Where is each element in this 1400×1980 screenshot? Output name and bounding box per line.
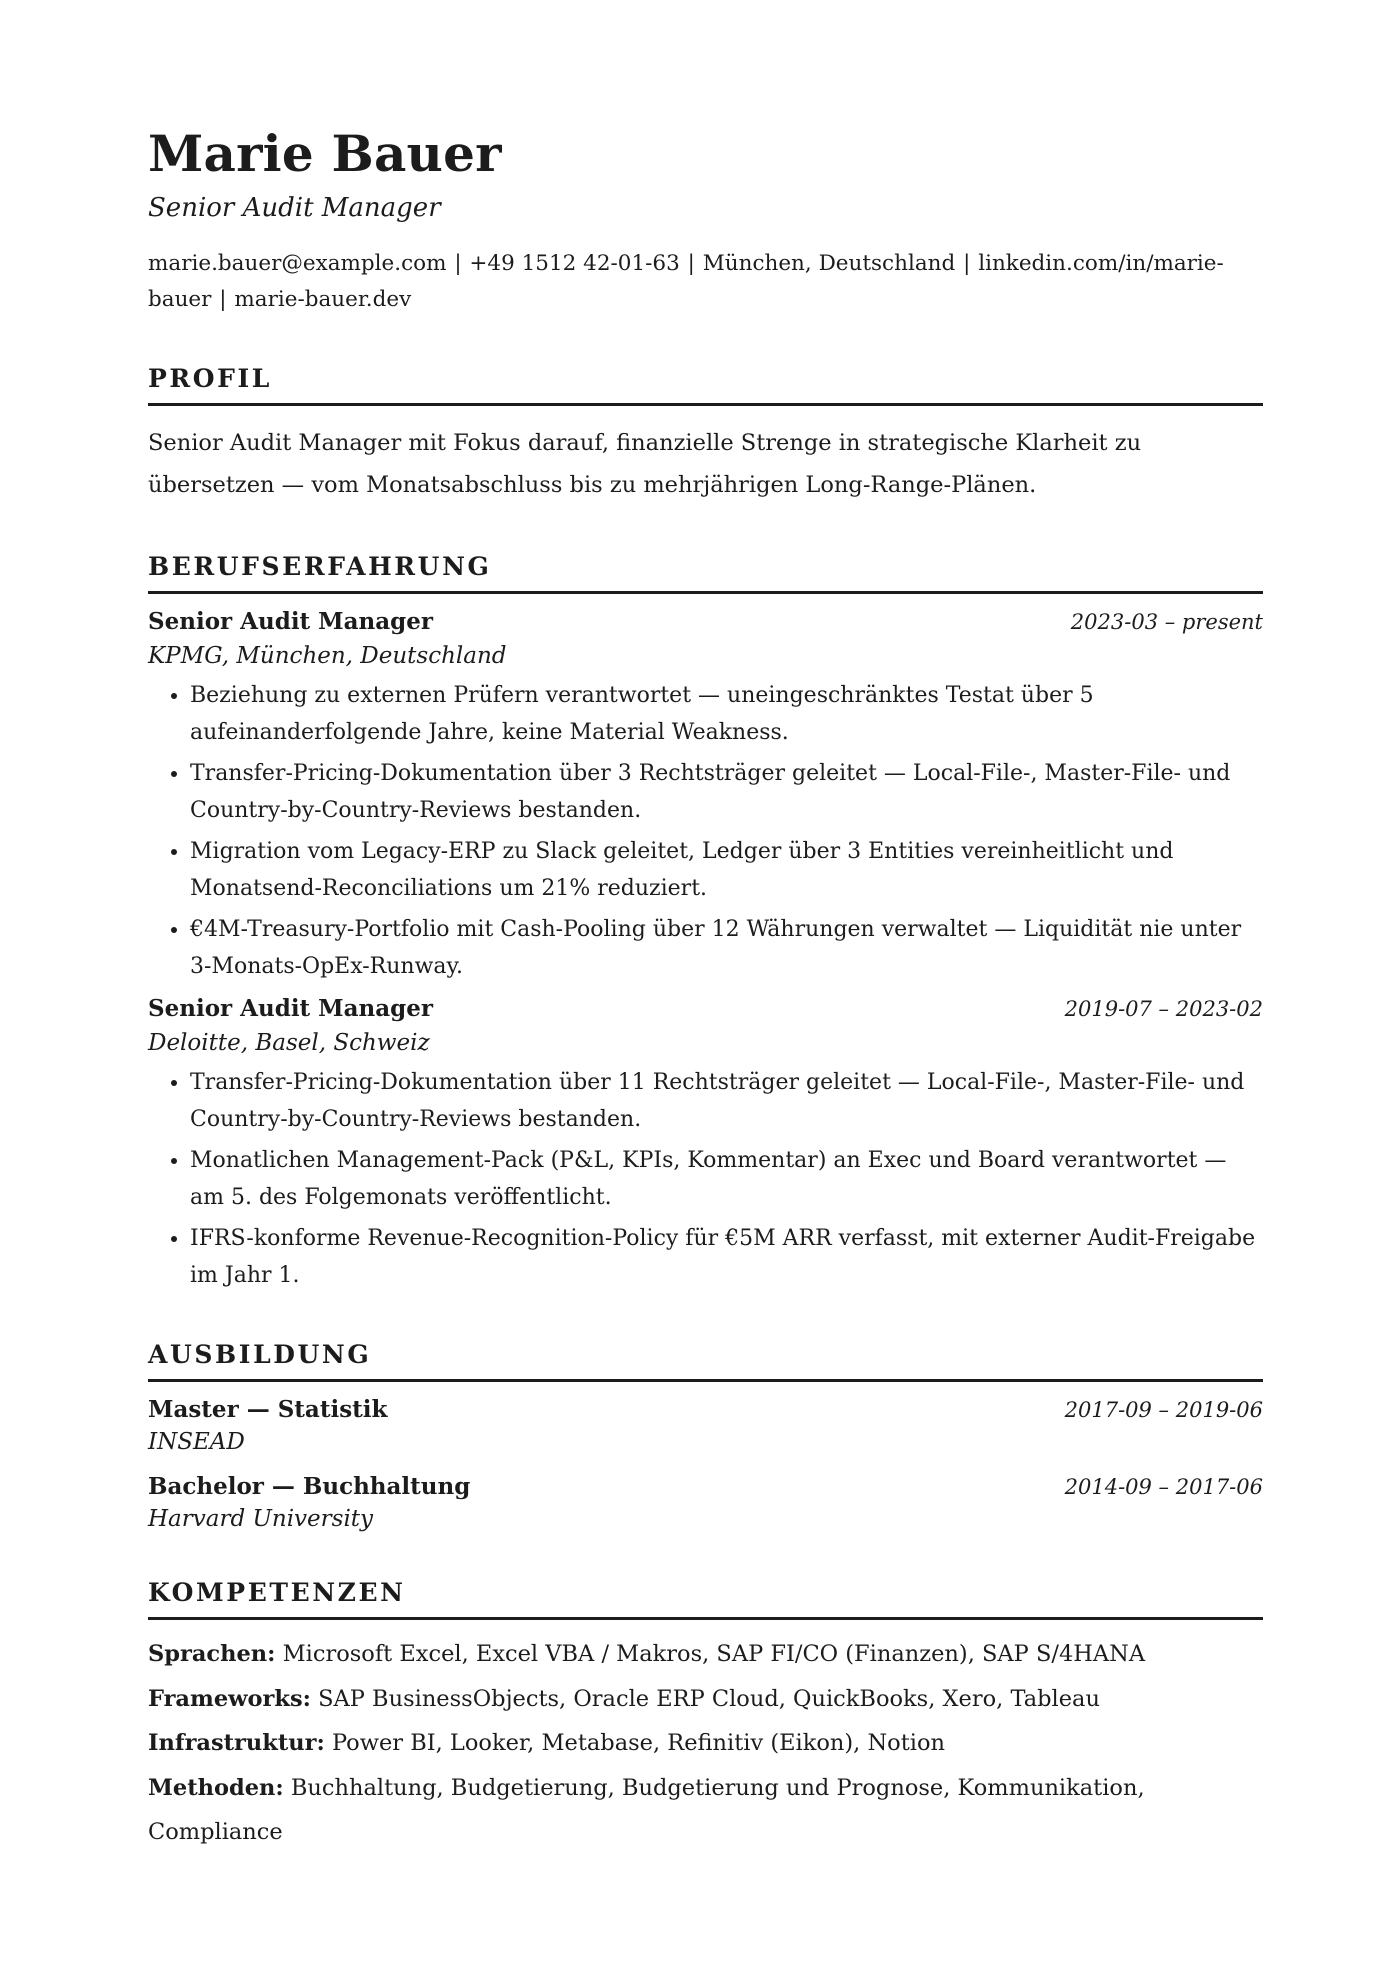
job-bullet: • Transfer-Pricing-Dokumentation über 3 Rechtsträger geleitet — Local-File-, Master-File- und Country-by-Country-Reviews bestanden. xyxy=(190,755,1263,829)
contact-separator: | xyxy=(454,251,462,277)
skill-group xyxy=(148,1766,1263,1855)
skill-group xyxy=(148,1632,1263,1677)
job-bullet: • Migration vom Legacy-ERP zu Slack geleitet, Ledger über 3 Entities vereinheitlicht und Monatsend-Reconciliations um 21% reduziert. xyxy=(190,833,1263,907)
skills-list xyxy=(148,1632,1263,1855)
contact-website-link[interactable]: marie-bauer.dev xyxy=(234,287,412,313)
profile-section xyxy=(148,364,1263,506)
contact-phone[interactable]: +49 1512 42-01-63 xyxy=(469,251,680,277)
resume-content xyxy=(148,126,1263,1855)
education-entry xyxy=(148,1473,1263,1532)
section-title-skills: KOMPETENZEN xyxy=(148,1578,1263,1620)
job-bullet: • €4M-Treasury-Portfolio mit Cash-Pooling über 12 Währungen verwaltet — Liquidität nie unter 3-Monats-OpEx-Runway. xyxy=(190,911,1263,985)
profile-summary: Senior Audit Manager mit Fokus darauf, finanzielle Strenge in strategische Klarheit zu übersetzen — vom Monatsabschluss bis zu mehrjährigen Long-Range-Plänen. xyxy=(148,430,1142,499)
education-school: Harvard University xyxy=(148,1506,374,1533)
contact-location: München, Deutschland xyxy=(702,251,956,277)
section-title-education: AUSBILDUNG xyxy=(148,1340,1263,1382)
education-section xyxy=(148,1340,1263,1532)
skill-group-value: Buchhaltung, Budgetierung, Budgetierung und Prognose, Kommunikation, Compliance xyxy=(148,1774,1145,1846)
contact-line xyxy=(148,246,1263,318)
resume-header xyxy=(148,126,1263,318)
job-bullet: • IFRS-konforme Revenue-Recognition-Policy für €5M ARR verfasst, mit externer Audit-Freigabe im Jahr 1. xyxy=(190,1220,1263,1294)
job-dates: 2019-07 – 2023-02 xyxy=(1064,997,1263,1022)
job-role: Senior Audit Manager xyxy=(148,608,434,636)
education-school: INSEAD xyxy=(148,1429,245,1456)
education-dates: 2014-09 – 2017-06 xyxy=(1064,1475,1263,1500)
job-bullets xyxy=(148,1064,1263,1294)
skills-section xyxy=(148,1578,1263,1855)
skill-group-label: Sprachen: xyxy=(148,1641,276,1668)
skill-group xyxy=(148,1677,1263,1722)
contact-separator: | xyxy=(963,251,971,277)
section-title-experience: BERUFSERFAHRUNG xyxy=(148,552,1263,594)
education-degree: Master — Statistik xyxy=(148,1396,388,1424)
person-headline: Senior Audit Manager xyxy=(148,193,441,223)
skill-group-value: Microsoft Excel, Excel VBA / Makros, SAP FI/CO (Finanzen), SAP S/4HANA xyxy=(282,1641,1146,1668)
skill-group xyxy=(148,1721,1263,1766)
job-header-row xyxy=(148,608,1263,635)
education-entry xyxy=(148,1396,1263,1455)
education-degree: Bachelor — Buchhaltung xyxy=(148,1473,471,1501)
skill-group-label: Infrastruktur: xyxy=(148,1730,325,1757)
contact-linkedin-link[interactable]: linkedin.com/in/marie-bauer xyxy=(148,251,1224,313)
contact-separator: | xyxy=(219,287,227,313)
person-name: Marie Bauer xyxy=(148,124,502,183)
experience-section xyxy=(148,552,1263,1294)
education-header-row xyxy=(148,1396,1263,1423)
job-organization: KPMG, München, Deutschland xyxy=(148,643,507,670)
job-entry xyxy=(148,995,1263,1294)
job-bullets xyxy=(148,677,1263,985)
contact-email[interactable]: marie.bauer@example.com xyxy=(148,251,447,277)
education-dates: 2017-09 – 2019-06 xyxy=(1064,1398,1263,1423)
job-role: Senior Audit Manager xyxy=(148,995,434,1023)
job-organization: Deloitte, Basel, Schweiz xyxy=(148,1030,430,1057)
job-dates: 2023-03 – present xyxy=(1070,610,1263,635)
skill-group-label: Frameworks: xyxy=(148,1685,311,1712)
skill-group-label: Methoden: xyxy=(148,1774,284,1801)
job-bullet: • Beziehung zu externen Prüfern verantwortet — uneingeschränktes Testat über 5 aufeinanderfolgende Jahre, keine Material Weakness. xyxy=(190,677,1263,751)
skill-group-value: Power BI, Looker, Metabase, Refinitiv (Eikon), Notion xyxy=(331,1730,945,1757)
job-bullet: • Transfer-Pricing-Dokumentation über 11 Rechtsträger geleitet — Local-File-, Master-File- und Country-by-Country-Reviews bestanden. xyxy=(190,1064,1263,1138)
contact-separator: | xyxy=(687,251,695,277)
skill-group-value: SAP BusinessObjects, Oracle ERP Cloud, QuickBooks, Xero, Tableau xyxy=(318,1685,1100,1712)
education-header-row xyxy=(148,1473,1263,1500)
job-header-row xyxy=(148,995,1263,1022)
section-title-profile: PROFIL xyxy=(148,364,1263,406)
job-bullet: • Monatlichen Management-Pack (P&L, KPIs, Kommentar) an Exec und Board verantwortet — am 5. des Folgemonats veröffentlicht. xyxy=(190,1142,1263,1216)
job-entry xyxy=(148,608,1263,985)
